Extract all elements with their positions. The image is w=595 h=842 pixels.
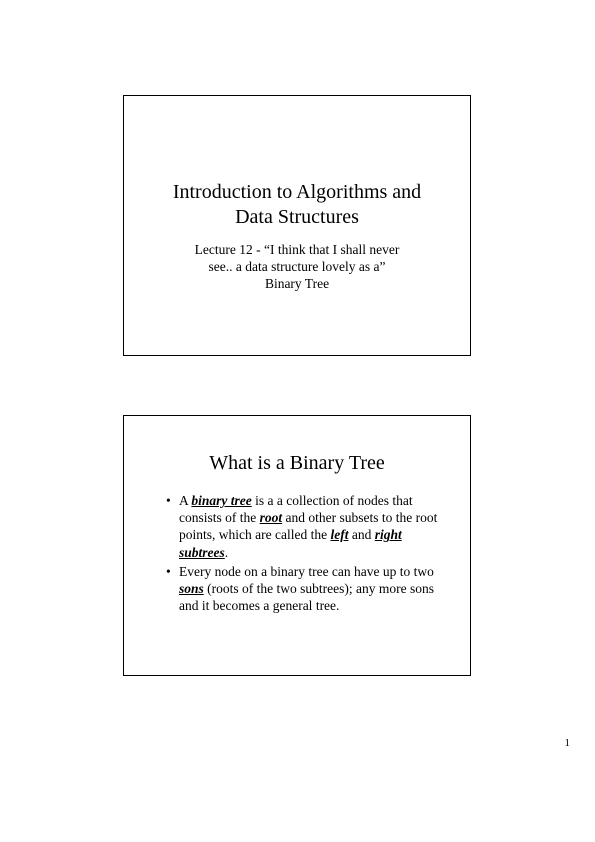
page-number: 1: [564, 737, 570, 749]
slide-1-subtitle: [124, 241, 470, 292]
term-binary-tree: binary tree: [191, 493, 252, 508]
bullet-2-text-2: (roots of the two subtrees); any more sons and it becomes a general tree.: [179, 581, 434, 614]
bullet-icon: •: [166, 563, 171, 579]
term-sons: sons: [179, 581, 204, 597]
bullet-2-text-1: Every node on a binary tree can have up to two: [179, 563, 434, 579]
slide-1-subtitle-line-1: Lecture 12 - “I think that I shall never: [194, 242, 400, 257]
term-right-subtrees: right subtrees: [179, 527, 402, 560]
slide-1-subtitle-line-2: see.. a data structure lovely as a”: [208, 259, 386, 274]
slide-1-title-line-1: Introduction to Algorithms and: [172, 181, 422, 203]
bullet-item-sons: [166, 563, 446, 615]
term-root: root: [259, 510, 283, 526]
bullet-item-binary-tree-definition: [166, 492, 446, 561]
slide-1-title-line-2: Data Structures: [235, 206, 359, 228]
slide-2-bullet-list: [166, 492, 446, 616]
bullet-1-text-5: .: [224, 544, 229, 560]
slide-2: [123, 415, 471, 676]
bullet-1-text-1: A: [179, 493, 192, 508]
bullet-icon: •: [166, 493, 171, 508]
term-left: left: [330, 527, 349, 543]
bullet-1-text-3: and other subsets to the root points, which are called the: [179, 510, 438, 543]
slide-2-title: What is a Binary Tree: [209, 452, 385, 474]
slide-1-subtitle-line-3: Binary Tree: [264, 276, 330, 291]
bullet-1-text-4: and: [348, 527, 375, 543]
slide-1: [123, 95, 471, 356]
slide-1-title-block: [124, 180, 470, 292]
bullet-1-text-2: is a a collection of nodes that consists of the: [179, 493, 413, 526]
